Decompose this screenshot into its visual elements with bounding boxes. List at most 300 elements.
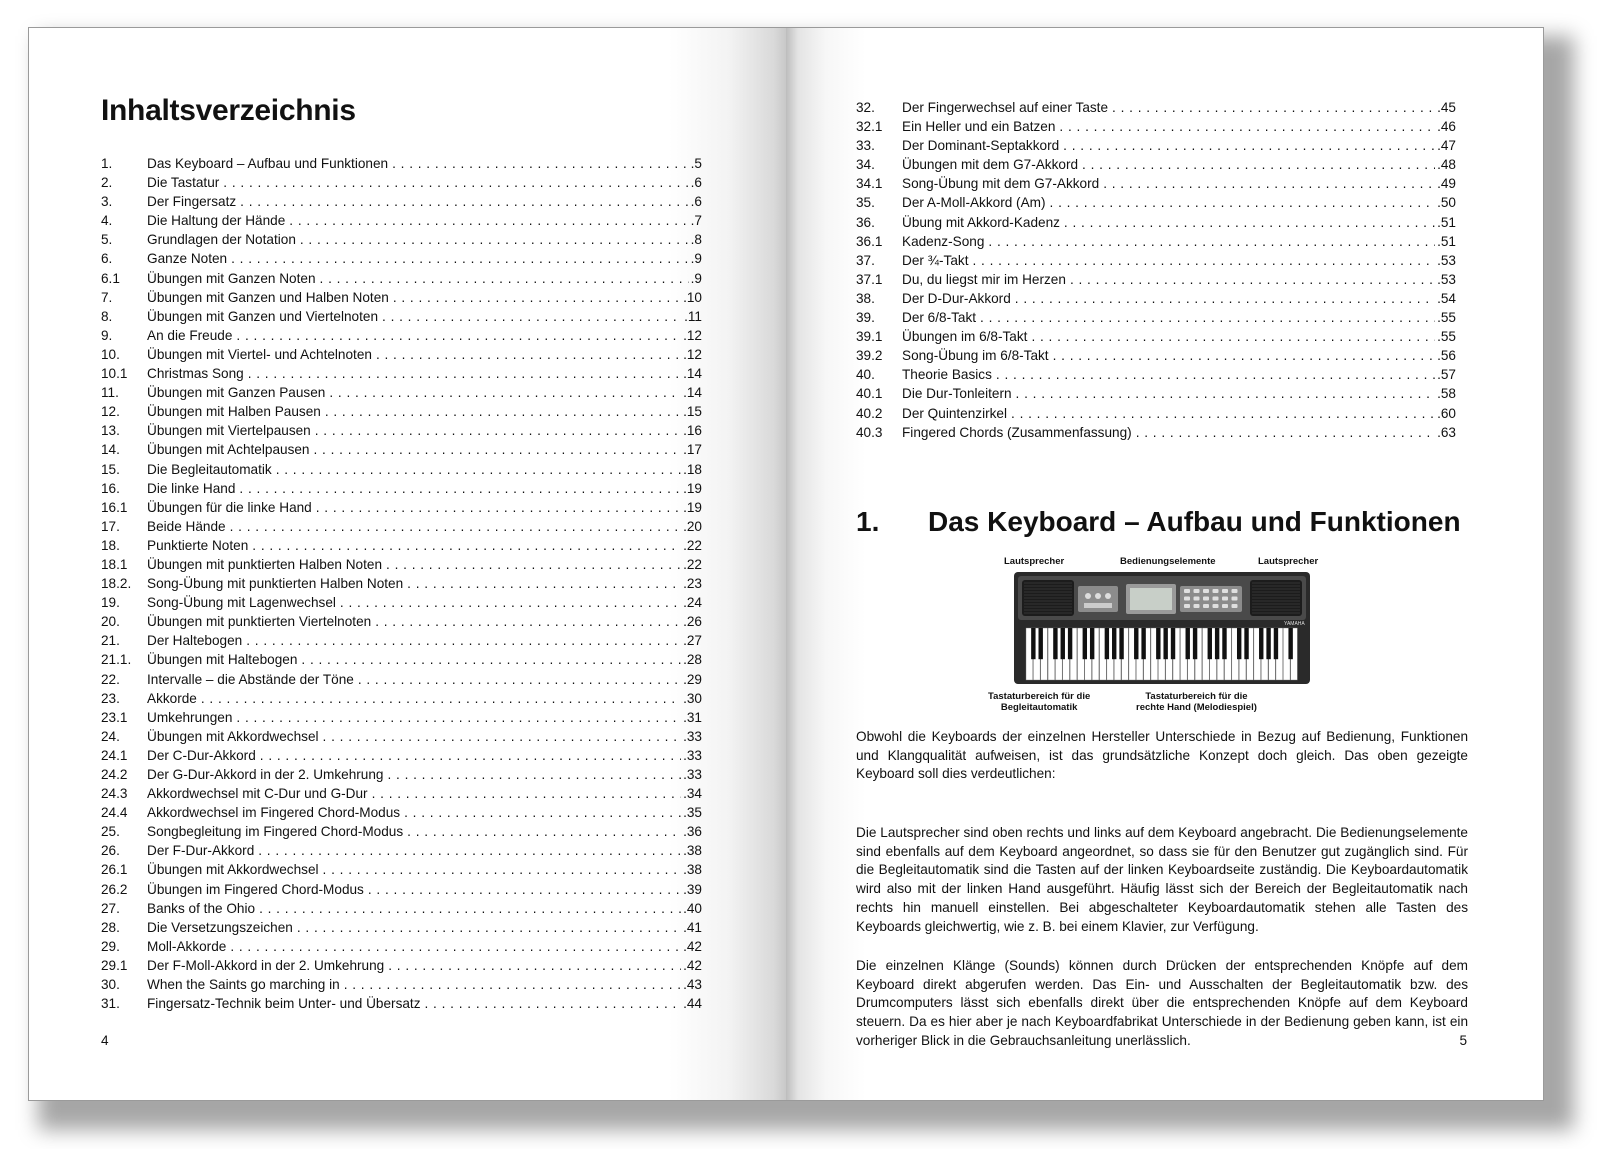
toc-entry-number: 40.2	[856, 405, 883, 421]
toc-entry-page: .43	[683, 977, 702, 993]
toc-entry-number: 11.	[101, 385, 119, 401]
keyboard-image	[1014, 572, 1310, 686]
toc-entry-number: 27.	[101, 900, 120, 916]
toc-entry-title: Christmas Song	[147, 366, 244, 382]
toc-entry-number: 40.1	[856, 386, 883, 402]
toc-entry-number: 12.	[101, 404, 120, 420]
toc-leader-dots	[407, 574, 681, 593]
toc-entry-title: Übungen mit dem G7-Akkord	[902, 157, 1079, 173]
toc-entry	[101, 211, 702, 230]
toc-leader-dots	[1059, 117, 1435, 136]
toc-entry	[101, 937, 702, 956]
toc-entry-page: .55	[1437, 310, 1456, 326]
toc-entry-page: .53	[1437, 271, 1456, 287]
toc-entry	[856, 213, 1456, 232]
toc-entry-number: 22.	[101, 671, 120, 687]
toc-entry-page: .48	[1437, 157, 1456, 173]
toc-entry-page: .34	[683, 786, 702, 802]
toc-entry-number: 17.	[101, 518, 120, 534]
toc-entry	[101, 249, 702, 268]
toc-entry-page: .6	[690, 175, 702, 191]
toc-entry-title: Umkehrungen	[147, 709, 233, 725]
toc-entry-number: 40.	[856, 367, 875, 383]
toc-entry-title: Der Dominant-Septakkord	[902, 138, 1060, 154]
toc-entry	[856, 289, 1456, 308]
toc-entry-page: .10	[683, 289, 702, 305]
toc-entry-page: .18	[683, 461, 702, 477]
toc-entry-page: .5	[690, 156, 702, 171]
toc-entry-number: 39.	[856, 310, 875, 326]
toc-leader-dots	[315, 421, 681, 440]
toc-entry-page: .27	[683, 633, 702, 649]
toc-leader-dots	[276, 460, 681, 479]
toc-entry-number: 16.	[101, 480, 120, 496]
toc-entry-page: .12	[683, 327, 702, 343]
table-of-contents-left	[101, 154, 702, 1013]
toc-leader-dots	[1063, 136, 1435, 155]
toc-entry-page: .6	[690, 194, 702, 210]
toc-entry-number: 40.3	[856, 424, 883, 440]
toc-entry-page: .7	[690, 213, 702, 229]
toc-entry-number: 32.1	[856, 119, 883, 135]
toc-leader-dots	[201, 689, 681, 708]
toc-entry-number: 25.	[101, 824, 120, 840]
chapter-number: 1.	[856, 506, 880, 537]
toc-entry-title: Akkorde	[147, 690, 197, 706]
toc-leader-dots	[223, 173, 688, 192]
toc-entry	[856, 98, 1456, 117]
toc-leader-dots	[320, 269, 689, 288]
toc-entry	[101, 345, 702, 364]
toc-entry-page: .14	[683, 366, 702, 382]
toc-entry-number: 21.1.	[101, 652, 132, 668]
toc-entry-number: 9.	[101, 327, 113, 343]
toc-entry-title: An die Freude	[147, 327, 233, 343]
toc-entry-page: .38	[683, 862, 702, 878]
toc-entry-page: .28	[683, 652, 702, 668]
toc-entry-title: Übungen mit Ganzen und Halben Noten	[147, 289, 389, 305]
toc-entry-title: Der 6/8-Takt	[902, 310, 977, 326]
toc-entry-page: .9	[690, 251, 702, 267]
toc-entry-number: 29.	[101, 938, 120, 954]
toc-entry-title: Ein Heller und ein Batzen	[902, 119, 1056, 135]
toc-entry-title: Der C-Dur-Akkord	[147, 747, 256, 763]
toc-entry	[101, 860, 702, 879]
label-controls: Bedienungselemente	[1120, 556, 1216, 567]
toc-leader-dots	[972, 251, 1435, 270]
toc-entry-page: .60	[1437, 405, 1456, 421]
toc-entry-number: 26.1	[101, 862, 128, 878]
toc-leader-dots	[988, 232, 1435, 251]
toc-entry	[101, 269, 702, 288]
toc-entry-title: Übungen mit Ganzen Pausen	[147, 385, 326, 401]
toc-entry-title: Der Quintenzirkel	[902, 405, 1008, 421]
toc-leader-dots	[313, 440, 681, 459]
toc-entry-page: .8	[690, 232, 702, 248]
page-title: Inhaltsverzeichnis	[101, 94, 356, 127]
toc-entry-title: Banks of the Ohio	[147, 900, 256, 916]
toc-entry	[101, 880, 702, 899]
toc-leader-dots	[382, 307, 682, 326]
toc-entry-page: .45	[1437, 100, 1456, 115]
toc-leader-dots	[386, 555, 681, 574]
toc-entry-page: .44	[683, 996, 702, 1012]
toc-leader-dots	[980, 308, 1435, 327]
toc-leader-dots	[425, 994, 682, 1013]
chapter-title: Das Keyboard – Aufbau und Funktionen	[928, 506, 1461, 537]
toc-entry-title: Punktierte Noten	[147, 537, 249, 553]
toc-entry	[101, 230, 702, 249]
toc-entry	[101, 841, 702, 860]
toc-entry-title: Die Tastatur	[147, 175, 220, 191]
toc-entry-title: Übungen mit Viertel- und Achtelnoten	[147, 346, 372, 362]
toc-entry-page: .22	[683, 556, 702, 572]
toc-entry	[856, 251, 1456, 270]
toc-entry-number: 1.	[101, 156, 113, 171]
toc-entry-title: Der G-Dur-Akkord in der 2. Umkehrung	[147, 767, 384, 782]
toc-entry	[101, 975, 702, 994]
toc-entry	[856, 270, 1456, 289]
toc-leader-dots	[323, 727, 682, 746]
toc-entry-number: 29.1	[101, 957, 128, 973]
table-of-contents-right	[856, 98, 1456, 442]
toc-entry-number: 14.	[101, 442, 120, 458]
toc-entry-page: .46	[1437, 119, 1456, 135]
toc-entry-number: 3.	[101, 194, 113, 210]
toc-leader-dots	[387, 765, 681, 784]
toc-entry-title: When the Saints go marching in	[147, 977, 340, 993]
toc-entry	[101, 173, 702, 192]
toc-entry	[101, 708, 702, 727]
toc-entry	[101, 383, 702, 402]
toc-entry-title: Der D-Dur-Akkord	[902, 290, 1011, 306]
toc-entry-number: 10.1	[101, 366, 128, 382]
toc-leader-dots	[259, 899, 681, 918]
toc-entry-number: 18.	[101, 537, 120, 553]
toc-entry-page: .39	[683, 881, 702, 897]
toc-entry-title: Übungen mit Viertelpausen	[147, 423, 311, 439]
toc-leader-dots	[300, 230, 689, 249]
toc-entry	[856, 117, 1456, 136]
toc-entry-title: Übungen mit Haltebogen	[147, 652, 298, 668]
toc-entry-number: 6.	[101, 251, 113, 267]
paragraph-intro: Obwohl die Keyboards der einzelnen Hersteller Unterschiede in Bezug auf Bedienung, Funktionen und Klangqualität aufweisen, ist das grundsätzliche Konzept doch gleich. Das oben gezeigte Keyboard soll dies verdeutlichen:	[856, 729, 1468, 782]
toc-entry	[101, 765, 702, 784]
toc-entry-number: 34.	[856, 157, 875, 173]
toc-entry-number: 32.	[856, 100, 875, 115]
toc-entry-title: Der Haltebogen	[147, 633, 243, 649]
toc-entry	[101, 727, 702, 746]
toc-leader-dots	[375, 612, 681, 631]
toc-leader-dots	[368, 880, 681, 899]
toc-leader-dots	[1070, 270, 1435, 289]
toc-entry-page: .51	[1437, 214, 1456, 230]
toc-entry-number: 8.	[101, 308, 113, 324]
toc-entry-number: 33.	[856, 138, 875, 154]
toc-leader-dots	[1112, 98, 1435, 117]
toc-entry	[856, 193, 1456, 212]
toc-entry-number: 24.	[101, 728, 120, 744]
toc-entry-title: Übung mit Akkord-Kadenz	[902, 214, 1060, 230]
toc-leader-dots	[260, 746, 681, 765]
toc-entry-number: 24.2	[101, 767, 128, 782]
toc-entry-title: Die Begleitautomatik	[147, 461, 272, 477]
toc-entry-title: Der Fingerwechsel auf einer Taste	[902, 100, 1109, 115]
toc-leader-dots	[289, 211, 688, 230]
toc-entry-number: 26.2	[101, 881, 128, 897]
toc-leader-dots	[1053, 346, 1436, 365]
toc-entry-number: 18.2.	[101, 576, 132, 592]
toc-entry-title: Beide Hände	[147, 518, 226, 534]
toc-leader-dots	[316, 498, 681, 517]
toc-leader-dots	[236, 708, 681, 727]
toc-entry-page: .19	[683, 499, 702, 515]
toc-entry-number: 24.3	[101, 786, 128, 802]
toc-entry-page: .63	[1437, 424, 1456, 440]
toc-entry	[101, 994, 702, 1013]
toc-entry-page: .35	[683, 805, 702, 821]
page-number-left: 4	[101, 1033, 109, 1048]
toc-leader-dots	[392, 154, 689, 173]
toc-entry-title: Übungen im 6/8-Takt	[902, 329, 1028, 345]
toc-entry	[101, 784, 702, 803]
paragraph-sounds: Die einzelnen Klänge (Sounds) können durch Drücken der entsprechenden Knöpfe auf dem Keyboard direkt abgerufen werden. Das Ein- und Ausschalten der Begleitautomatik bzw. des Drumcomputers lässt sich ebenfalls direkt über die entsprechenden Knöpfe auf dem Keyboard steuern. Da es hier aber je nach Keyboardfabrikat Unterschiede in der Bedienung geben kann, ist ein vorheriger Blick in die Gebrauchsanleitung unerlässlich.	[856, 958, 1468, 1048]
toc-entry-number: 16.1	[101, 499, 128, 515]
toc-entry-page: .42	[683, 938, 702, 954]
toc-entry	[101, 555, 702, 574]
toc-entry-title: Akkordwechsel mit C-Dur und G-Dur	[147, 786, 368, 802]
toc-entry-page: .16	[683, 423, 702, 439]
toc-entry-page: .57	[1437, 367, 1456, 383]
toc-entry-page: .49	[1437, 176, 1456, 192]
toc-entry-page: .54	[1437, 290, 1456, 306]
toc-entry	[856, 136, 1456, 155]
toc-entry-number: 36.1	[856, 233, 883, 249]
chapter-heading	[856, 506, 1461, 538]
toc-leader-dots	[1011, 404, 1435, 423]
toc-entry	[856, 308, 1456, 327]
toc-leader-dots	[407, 822, 681, 841]
toc-entry	[101, 517, 702, 536]
toc-entry-page: .14	[683, 385, 702, 401]
toc-leader-dots	[388, 956, 681, 975]
toc-entry-number: 5.	[101, 232, 113, 248]
toc-leader-dots	[1103, 174, 1435, 193]
toc-entry	[101, 498, 702, 517]
toc-entry	[101, 307, 702, 326]
toc-entry-page: .26	[683, 614, 702, 630]
toc-leader-dots	[325, 402, 681, 421]
toc-entry-number: 31.	[101, 996, 120, 1012]
toc-leader-dots	[239, 479, 681, 498]
toc-leader-dots	[1015, 289, 1435, 308]
toc-entry-page: .56	[1437, 348, 1456, 364]
toc-entry-title: Songbegleitung im Fingered Chord-Modus	[147, 824, 404, 840]
toc-entry-title: Die Versetzungszeichen	[147, 919, 293, 935]
toc-entry-page: .24	[683, 595, 702, 611]
toc-leader-dots	[404, 803, 681, 822]
toc-entry	[101, 364, 702, 383]
toc-entry-number: 13.	[101, 423, 120, 439]
toc-leader-dots	[246, 631, 681, 650]
toc-entry-number: 37.	[856, 252, 875, 268]
toc-entry-title: Kadenz-Song	[902, 233, 985, 249]
toc-entry-page: .33	[683, 728, 702, 744]
toc-entry	[101, 421, 702, 440]
toc-entry-title: Song-Übung mit dem G7-Akkord	[902, 176, 1100, 192]
toc-entry-page: .20	[683, 518, 702, 534]
toc-leader-dots	[230, 937, 681, 956]
toc-entry	[101, 479, 702, 498]
toc-entry	[101, 746, 702, 765]
toc-leader-dots	[393, 288, 681, 307]
toc-entry	[856, 232, 1456, 251]
toc-leader-dots	[376, 345, 681, 364]
toc-entry-title: Der Fingersatz	[147, 194, 237, 210]
toc-entry-page: .41	[683, 919, 702, 935]
label-speaker-left: Lautsprecher	[1004, 556, 1065, 567]
right-page	[786, 28, 1543, 1100]
toc-entry-title: Der F-Moll-Akkord in der 2. Umkehrung	[147, 957, 385, 973]
toc-entry-number: 23.	[101, 690, 120, 706]
toc-entry-page: .40	[683, 900, 702, 916]
toc-leader-dots	[230, 517, 681, 536]
toc-entry	[856, 346, 1456, 365]
toc-entry-page: .53	[1437, 252, 1456, 268]
toc-entry	[101, 288, 702, 307]
toc-entry-number: 24.4	[101, 805, 128, 821]
toc-leader-dots	[323, 860, 682, 879]
toc-leader-dots	[996, 365, 1435, 384]
toc-entry-number: 39.2	[856, 348, 883, 364]
toc-entry-title: Übungen mit Akkordwechsel	[147, 728, 319, 744]
toc-entry-title: Theorie Basics	[902, 367, 992, 383]
toc-leader-dots	[358, 670, 681, 689]
toc-entry-page: .36	[683, 824, 702, 840]
toc-entry-number: 38.	[856, 290, 875, 306]
label-left-hand-area: Tastaturbereich für die Begleitautomatik	[988, 691, 1091, 713]
toc-entry-title: Übungen mit Achtelpausen	[147, 442, 310, 458]
toc-entry-page: .11	[684, 308, 702, 324]
piano-keys	[1026, 628, 1297, 680]
toc-entry	[101, 918, 702, 937]
toc-entry-title: Fingered Chords (Zusammenfassung)	[902, 424, 1132, 440]
toc-entry-number: 39.1	[856, 329, 883, 345]
label-right-hand-area: Tastaturbereich für die rechte Hand (Melodiespiel)	[1136, 691, 1257, 713]
toc-entry	[101, 326, 702, 345]
toc-leader-dots	[329, 383, 681, 402]
toc-leader-dots	[252, 536, 681, 555]
toc-entry	[101, 822, 702, 841]
toc-entry-title: Intervalle – die Abstände der Töne	[147, 671, 354, 687]
page-number-right: 5	[1459, 1033, 1467, 1048]
toc-entry-page: .22	[683, 537, 702, 553]
toc-entry-title: Der ¾-Takt	[902, 252, 969, 268]
toc-entry-page: .15	[683, 404, 702, 420]
paragraph-layout: Die Lautsprecher sind oben rechts und links auf dem Keyboard angebracht. Die Bedienungselemente sind ebenfalls auf dem Keyboard angeordnet, so dass sie für den Benutzer gut zugänglich sind. Für die Begleitautomatik sind die Tasten auf der linken Keyboardseite zuständig. Die Keyboardautomatik wird also mit der linken Hand ausgeführt. Häufig lässt sich der Bereich der Begleitautomatik nach rechts hin manuell einstellen. Bei abgeschalteter Keyboardautomatik stehen alle Tasten des Keyboards gleichwertig, wie z. B. bei einem Klavier, zur Verfügung.	[856, 825, 1468, 934]
toc-leader-dots	[1016, 384, 1436, 403]
toc-entry-number: 30.	[101, 977, 120, 993]
toc-entry-title: Ganze Noten	[147, 251, 228, 267]
toc-leader-dots	[1082, 155, 1435, 174]
toc-entry	[101, 440, 702, 459]
toc-entry-number: 26.	[101, 843, 120, 859]
toc-entry-title: Moll-Akkorde	[147, 938, 227, 954]
toc-entry-page: .33	[683, 747, 702, 763]
speaker-right-icon	[1250, 580, 1302, 616]
toc-entry	[856, 365, 1456, 384]
toc-entry-title: Die Haltung der Hände	[147, 213, 286, 229]
toc-entry-page: .33	[683, 767, 702, 782]
toc-entry	[101, 956, 702, 975]
toc-entry-number: 20.	[101, 614, 120, 630]
toc-entry-page: .9	[690, 270, 702, 286]
toc-entry-title: Die linke Hand	[147, 480, 236, 496]
speaker-left-icon	[1022, 580, 1074, 616]
toc-entry-title: Du, du liegst mir im Herzen	[902, 271, 1066, 287]
toc-entry-title: Übungen mit punktierten Viertelnoten	[147, 614, 372, 630]
toc-entry-number: 21.	[101, 633, 120, 649]
toc-entry-page: .12	[683, 346, 702, 362]
toc-leader-dots	[297, 918, 681, 937]
toc-entry-title: Übungen mit Ganzen und Viertelnoten	[147, 308, 379, 324]
toc-entry	[101, 612, 702, 631]
label-speaker-right: Lautsprecher	[1258, 556, 1319, 567]
toc-entry-page: .23	[683, 576, 702, 592]
toc-entry-page: .19	[683, 480, 702, 496]
toc-entry-number: 36.	[856, 214, 875, 230]
toc-entry-number: 10.	[101, 346, 120, 362]
toc-entry-title: Die Dur-Tonleitern	[902, 386, 1012, 402]
toc-entry-title: Übungen im Fingered Chord-Modus	[147, 881, 364, 897]
toc-entry-number: 24.1	[101, 747, 128, 763]
toc-entry	[101, 650, 702, 669]
toc-entry-title: Song-Übung mit punktierten Halben Noten	[147, 576, 404, 592]
toc-entry	[856, 423, 1456, 442]
book-spread	[28, 27, 1544, 1101]
toc-entry-page: .42	[683, 957, 702, 973]
toc-entry-number: 6.1	[101, 270, 120, 286]
toc-entry-number: 4.	[101, 213, 113, 229]
toc-leader-dots	[344, 975, 681, 994]
toc-leader-dots	[248, 364, 681, 383]
toc-entry	[101, 803, 702, 822]
toc-entry	[101, 689, 702, 708]
toc-entry	[101, 192, 702, 211]
toc-leader-dots	[1064, 213, 1435, 232]
toc-entry-title: Akkordwechsel im Fingered Chord-Modus	[147, 805, 401, 821]
toc-entry-number: 23.1	[101, 709, 128, 725]
toc-entry-title: Übungen mit Ganzen Noten	[147, 270, 316, 286]
toc-entry-number: 34.1	[856, 176, 883, 192]
toc-entry-title: Song-Übung im 6/8-Takt	[902, 348, 1049, 364]
left-page	[29, 28, 786, 1100]
toc-entry-number: 19.	[101, 595, 120, 611]
toc-entry-page: .31	[683, 709, 702, 725]
toc-entry-page: .17	[683, 442, 702, 458]
toc-entry-page: .58	[1437, 386, 1456, 402]
toc-entry	[101, 460, 702, 479]
toc-entry-title: Übungen für die linke Hand	[147, 499, 312, 515]
toc-leader-dots	[301, 650, 681, 669]
toc-entry-page: .55	[1437, 329, 1456, 345]
toc-leader-dots	[1136, 423, 1435, 442]
toc-entry-number: 28.	[101, 919, 120, 935]
toc-leader-dots	[231, 249, 689, 268]
keyboard-figure	[986, 552, 1326, 736]
toc-entry-number: 18.1	[101, 556, 128, 572]
toc-entry-page: .51	[1437, 233, 1456, 249]
